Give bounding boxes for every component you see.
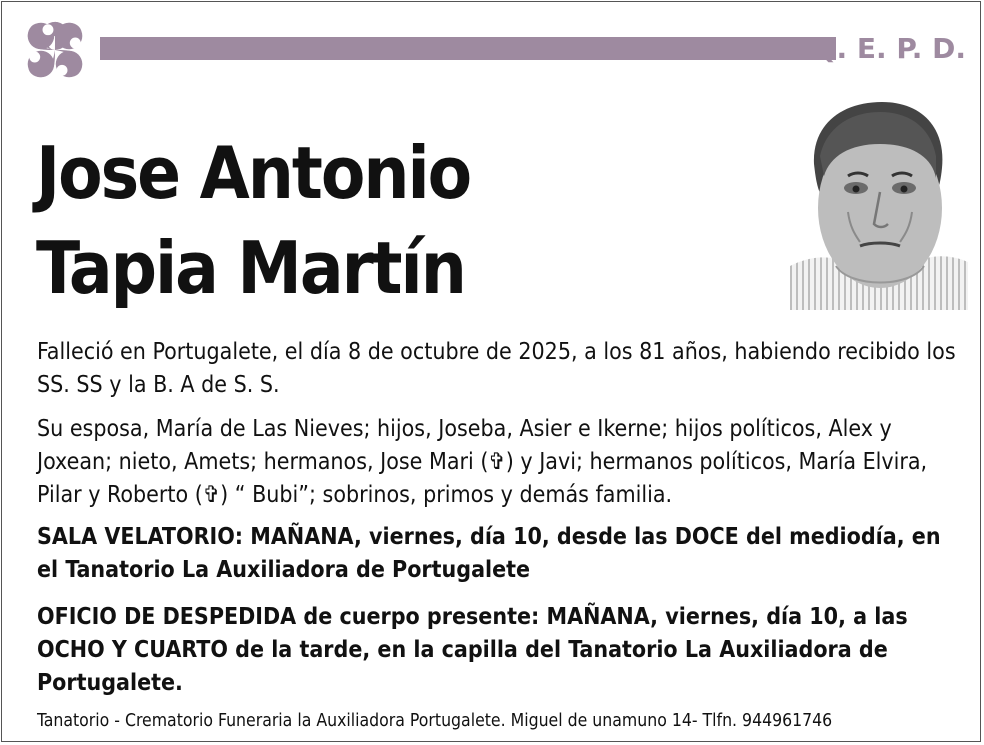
deceased-last-name: Tapia Martín <box>36 226 465 310</box>
death-notice: Falleció en Portugalete, el día 8 de octubre de 2025, a los 81 años, habiendo recibido los SS. SS y la B. A de S. S. <box>37 339 956 398</box>
deceased-first-name: Jose Antonio <box>36 131 471 215</box>
portrait-photo <box>790 96 968 310</box>
family-list: Su esposa, María de Las Nieves; hijos, Joseba, Asier e Ikerne; hijos políticos, Alex y Joxean; nieto, Amets; hermanos, Jose Mari (✞) y Javi; hermanos políticos, María Elvira, Pilar y Roberto (✞) “ Bubi”; sobrinos, primos y demás familia. <box>37 416 928 508</box>
farewell-service-info: OFICIO DE DESPEDIDA de cuerpo presente: MAÑANA, viernes, día 10, a las OCHO Y CUARTO de la tarde, en la capilla del Tanatorio La Auxiliadora de Portugalete. <box>37 604 908 696</box>
funeral-home-footer: Tanatorio - Crematorio Funeraria la Auxiliadora Portugalete. Miguel de unamuno 14- Tlfn. 944961746 <box>37 711 833 731</box>
qepd-label: Q. E. P. D. <box>812 32 966 65</box>
header-bar <box>100 37 836 60</box>
wake-room-info: SALA VELATORIO: MAÑANA, viernes, día 10, desde las DOCE del mediodía, en el Tanatorio La Auxiliadora de Portugalete <box>37 524 941 583</box>
lauburu-icon <box>16 11 94 89</box>
